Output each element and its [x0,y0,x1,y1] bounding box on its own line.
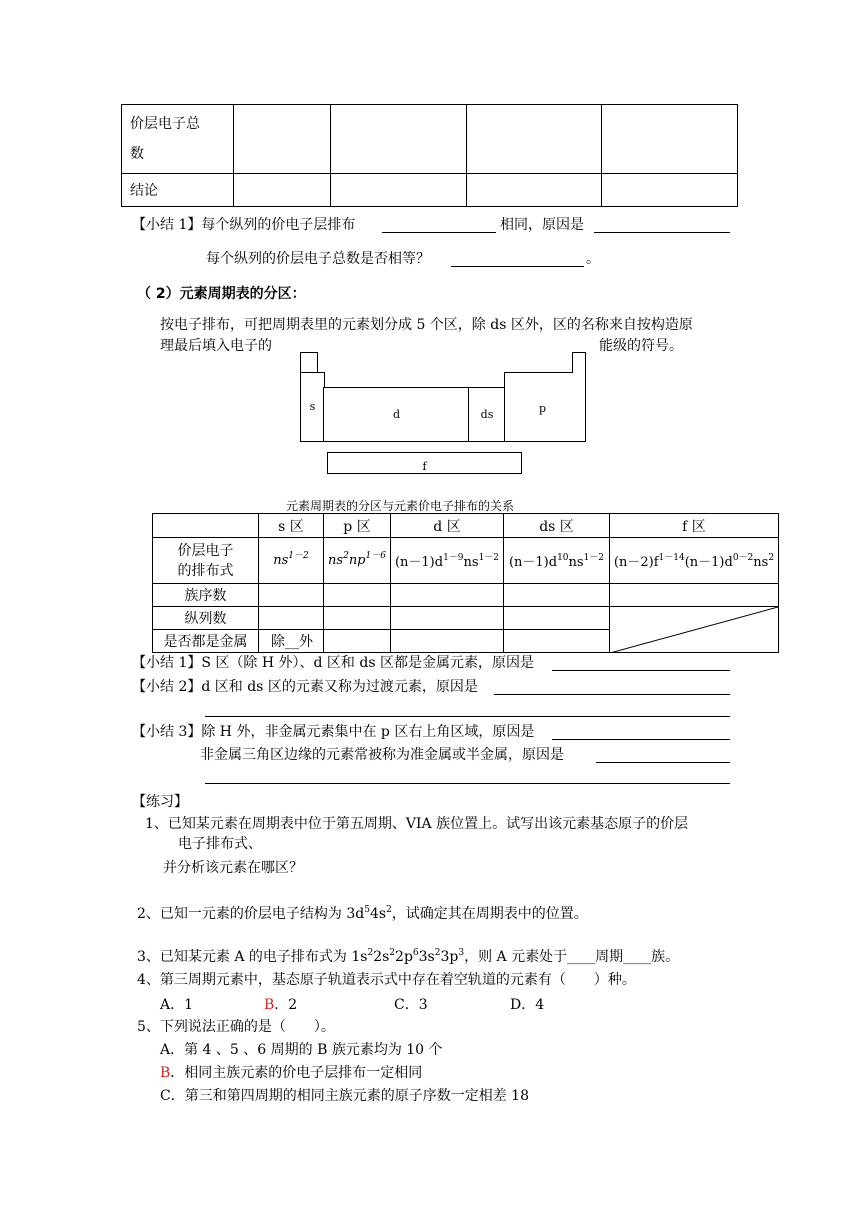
q4-option-b[interactable]: B．2 [264,997,298,1013]
section-paragraph-end: 能级的符号。 [599,338,683,354]
question-4: 4、第三周期元素中，基态原子轨道表示式中存在着空轨道的元素有（ ）种。 [137,972,636,988]
header-ds: ds 区 [504,514,610,538]
header-d: d 区 [391,514,504,538]
summary-transition: 【小结 2】d 区和 ds 区的元素又称为过渡元素，原因是 [132,679,478,695]
config-d: $(n-1)d^{1-9}ns^{1-2}$ [391,538,504,584]
section-paragraph-cont: 理最后填入电子的 [160,338,272,354]
table-cell[interactable] [602,105,738,174]
blank-line[interactable] [451,266,584,267]
table-cell[interactable] [391,584,504,607]
row-label-config: 价层电子 的排布式 [153,538,259,584]
period-mark: 。 [586,251,600,267]
table-cell[interactable] [330,105,466,174]
config-f: $(n-2)f^{1-14}(n-1)d^{0-2}ns^2$ [610,538,779,584]
block-p-top [572,352,586,373]
table-cell[interactable] [234,105,330,174]
table-cell[interactable] [259,584,324,607]
config-p: $ns^2np^{1-6}$ [324,538,391,584]
q4-option-d[interactable]: D．4 [510,997,545,1013]
question-1-cont2: 并分析该元素在哪区？ [163,860,303,876]
table-cell[interactable] [234,174,330,207]
blank-line[interactable] [205,783,730,784]
diagonal-line [610,607,778,653]
summary-metalloid: 非金属三角区边缘的元素常被称为准金属或半金属，原因是 [200,747,564,763]
table-cell[interactable] [610,584,779,607]
table-cell[interactable] [466,174,602,207]
table-cell-label: 价层电子总 数 [122,105,234,174]
q5-option-b[interactable]: B．相同主族元素的价电子层排布一定相同 [160,1065,423,1081]
table-cell[interactable] [391,630,504,653]
question-1-cont: 电子排布式、 [178,836,262,852]
table-cell[interactable] [504,630,610,653]
question-2: 2、已知一元素的价层电子结构为 $3d^54s^2$，试确定其在周期表中的位置。 [137,905,588,922]
table-cell[interactable] [602,174,738,207]
summary-1-line-b: 相同，原因是 [500,217,584,233]
block-p [504,372,586,442]
header-s: s 区 [259,514,324,538]
block-d: d [323,387,470,442]
block-f: f [327,452,522,474]
q4-option-a[interactable]: A．1 [160,997,194,1013]
question-1: 1、已知某元素在周期表中位于第五周期、VIA 族位置上。试写出该元素基态原子的价层 [145,816,689,832]
table-cell-diagonal [610,607,779,653]
section-heading: （ 2）元素周期表的分区： [137,286,306,302]
blank-line[interactable] [596,762,730,763]
table-cell[interactable] [504,584,610,607]
valence-table [121,104,738,207]
table-caption: 元素周期表的分区与元素价电子排布的关系 [286,499,515,513]
table-cell[interactable] [504,607,610,630]
blank-line[interactable] [205,716,730,717]
block-config-table [152,513,779,653]
summary-1-line-2: 每个纵列的价层电子总数是否相等？ [206,251,430,267]
row-label-metal: 是否都是金属 [153,630,259,653]
blank-line[interactable] [382,232,496,233]
section-paragraph: 按电子排布，可把周期表里的元素划分成 5 个区，除 ds 区外，区的名称来自按构造原 [160,317,693,333]
table-cell[interactable] [324,584,391,607]
table-cell-label: 结论 [122,174,234,207]
row-label-column: 纵列数 [153,607,259,630]
table-cell[interactable] [259,607,324,630]
metal-s: 除__外 [259,630,324,653]
config-s: $ns^{1-2}$ [259,538,324,584]
table-cell[interactable] [330,174,466,207]
config-ds: $(n-1)d^{10}ns^{1-2}$ [504,538,610,584]
blank-line[interactable] [594,232,730,233]
table-corner-cell [153,514,259,538]
summary-s-block: 【小结 1】S 区（除 H 外）、d 区和 ds 区都是金属元素，原因是 [132,655,534,671]
practice-heading: 【练习】 [132,794,188,810]
table-cell[interactable] [324,630,391,653]
question-3: 3、已知某元素 A 的电子排布式为 $1s^22s^22p^63s^23p^3$，则 A 元素处于____周期____族。 [137,948,680,965]
table-cell[interactable] [466,105,602,174]
blank-line[interactable] [552,739,730,740]
row-label-group: 族序数 [153,584,259,607]
q5-option-c[interactable]: C．第三和第四周期的相同主族元素的原子序数一定相差 18 [160,1088,529,1104]
question-5: 5、下列说法正确的是（ ）。 [137,1019,335,1035]
block-s: s [300,372,325,442]
blank-line[interactable] [494,694,730,695]
header-f: f 区 [610,514,779,538]
q5-option-a[interactable]: A．第 4 、5 、6 周期的 B 族元素均为 10 个 [160,1042,443,1058]
blank-line[interactable] [552,670,730,671]
q4-option-c[interactable]: C．3 [394,997,428,1013]
block-ds: ds [468,387,506,442]
block-p-label: p [539,402,547,415]
table-cell[interactable] [391,607,504,630]
summary-1-line-a: 【小结 1】每个纵列的价电子层排布 [132,217,356,233]
table-cell[interactable] [324,607,391,630]
summary-nonmetal: 【小结 3】除 H 外，非金属元素集中在 p 区右上角区域，原因是 [132,724,535,740]
header-p: p 区 [324,514,391,538]
